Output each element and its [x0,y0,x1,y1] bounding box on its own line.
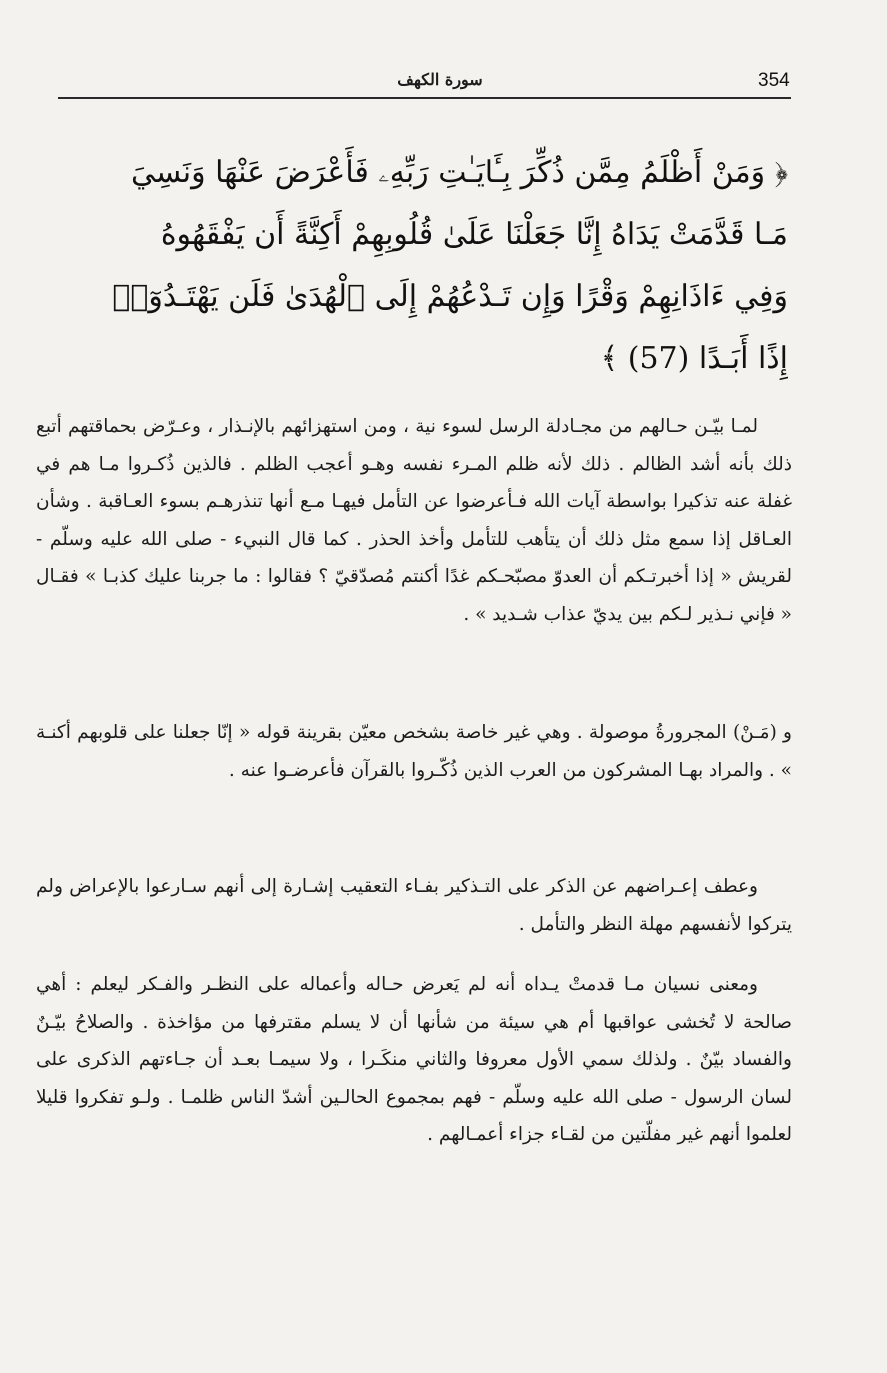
page-number: 354 [758,70,790,91]
header-rule [58,97,791,99]
commentary-paragraph-3: وعطف إعـراضهم عن الذكر على التـذكير بفـاء التعقيب إشـارة إلى أنهم سـارعوا بالإعراض ولم يتركوا لأنفسهم مهلة النظر والتأمل . [36,876,792,935]
commentary-paragraph-4: ومعنى نسيان مـا قدمتْ يـداه أنه لم يَعرض حـاله وأعماله على النظـر والفـكر ليعلم : أهي صالحة لا تُخشى عواقبها أم هي سيئة من شأنها أن لا يسلم مقترفها من مؤاخذة . والصلاحُ بيّـنٌ والفساد بيّنٌ . ولذلك سمي الأول معروفا والثاني منكَـرا ، ولا سيمـا بعـد أن جـاءتهم الذكرى على لسان الرسول - صلى الله عليه وسلّم - فهم بمجموع الحالـين أشدّ الناس ظلمـا . ولـو تفكروا قليلا لعلموا أنهم غير مفلّتين من لقـاء جزاء أعمـالهم . [36,974,792,1145]
verse-line-1: ﴿ وَمَنْ أَظْلَمُ مِمَّن ذُكِّرَ بِـَٔايَـٰتِ رَبِّهِۦ فَأَعْرَضَ عَنْهَا وَنَسِيَ [131,155,788,190]
verse-line-3: وَفِي ءَاذَانِهِمْ وَقْرًا وَإِن تَـدْعُهُمْ إِلَى ٱلْهُدَىٰ فَلَن يَهْتَـدُوٓا۟ [112,279,788,314]
verse-line-4: إِذًا أَبَـدًا (57) ﴾ [600,341,788,376]
commentary-paragraph-1: لمـا بيّـن حـالهم من مجـادلة الرسل لسوء نية ، ومن استهزائهم بالإنـذار ، وعـرّض بحماقتهم أتبع ذلك بأنه أشد الظالم . ذلك لأنه ظلم المـرء نفسه وهـو أعجب الظلم . فالذين ذُكـروا مـا هم في غفلة عنه تذكيرا بواسطة آيات الله فـأعرضوا عن التأمل فيهـا مـع أنها تنذرهـم بسوء العـاقبة . وشأن العـاقل إذا سمع مثل ذلك أن يتأهب للتأمل وأخذ الحذر . كما قال النبيء - صلى الله عليه وسلّم - لقريش « إذا أخبرتـكم أن العدوّ مصبّحـكم غدًا أكنتم مُصدّقيّ ؟ فقالوا : ما جربنا عليك كذبـا » فقـال « فإني نـذير لـكم بين يديّ عذاب شـديد » . [36,416,792,625]
commentary-paragraph-2: و (مَـنْ) المجرورةُ موصولة . وهي غير خاصة بشخص معيّن بقرينة قوله « إنّا جعلنا على قلوبهم أكنـة » . والمراد بهـا المشركون من العرب الذين ذُكّـروا بالقرآن فأعرضـوا عنه . [36,722,792,781]
surah-title: سورة الكهف [397,70,483,89]
verse-line-2: مَـا قَدَّمَتْ يَدَاهُ إِنَّا جَعَلْنَا عَلَىٰ قُلُوبِهِمْ أَكِنَّةً أَن يَفْقَهُوهُ [160,217,788,252]
quran-verse [38,142,788,390]
